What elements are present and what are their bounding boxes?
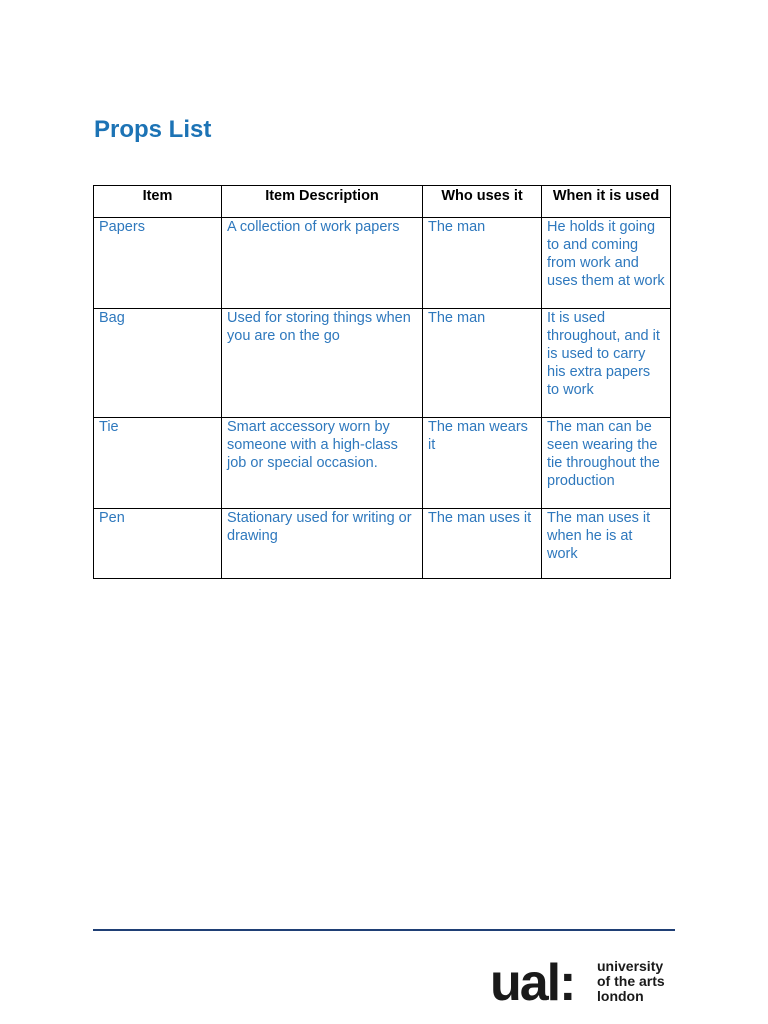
cell-when: It is used throughout, and it is used to carry his extra papers to work: [542, 309, 671, 418]
cell-item: Tie: [94, 418, 222, 509]
logo-line: london: [597, 988, 644, 1004]
cell-when: He holds it going to and coming from work and uses them at work: [542, 218, 671, 309]
cell-who: The man: [423, 218, 542, 309]
cell-when: The man can be seen wearing the tie throughout the production: [542, 418, 671, 509]
logo-wordmark: [597, 959, 665, 1004]
cell-when: The man uses it when he is at work: [542, 509, 671, 579]
logo-line: university: [597, 958, 664, 974]
table-header-row: [94, 186, 671, 218]
logo-line: of the arts: [597, 973, 665, 989]
cell-item: Pen: [94, 509, 222, 579]
cell-description: Smart accessory worn by someone with a high-class job or special occasion.: [222, 418, 423, 509]
header-item-description: Item Description: [222, 186, 423, 218]
table-row: [94, 218, 671, 309]
cell-description: Stationary used for writing or drawing: [222, 509, 423, 579]
cell-description: Used for storing things when you are on the go: [222, 309, 423, 418]
table-row: [94, 509, 671, 579]
header-when-it-is-used: When it is used: [542, 186, 671, 218]
logo-mark: ual:: [490, 954, 575, 1012]
table-row: [94, 309, 671, 418]
cell-item: Papers: [94, 218, 222, 309]
header-who-uses-it: Who uses it: [423, 186, 542, 218]
cell-item: Bag: [94, 309, 222, 418]
cell-who: The man uses it: [423, 509, 542, 579]
footer-divider: [93, 929, 675, 931]
cell-who: The man: [423, 309, 542, 418]
props-table: [93, 185, 671, 579]
table-row: [94, 418, 671, 509]
cell-who: The man wears it: [423, 418, 542, 509]
cell-description: A collection of work papers: [222, 218, 423, 309]
page-title: Props List: [94, 116, 212, 143]
ual-logo: [490, 955, 680, 1011]
header-item: Item: [94, 186, 222, 218]
